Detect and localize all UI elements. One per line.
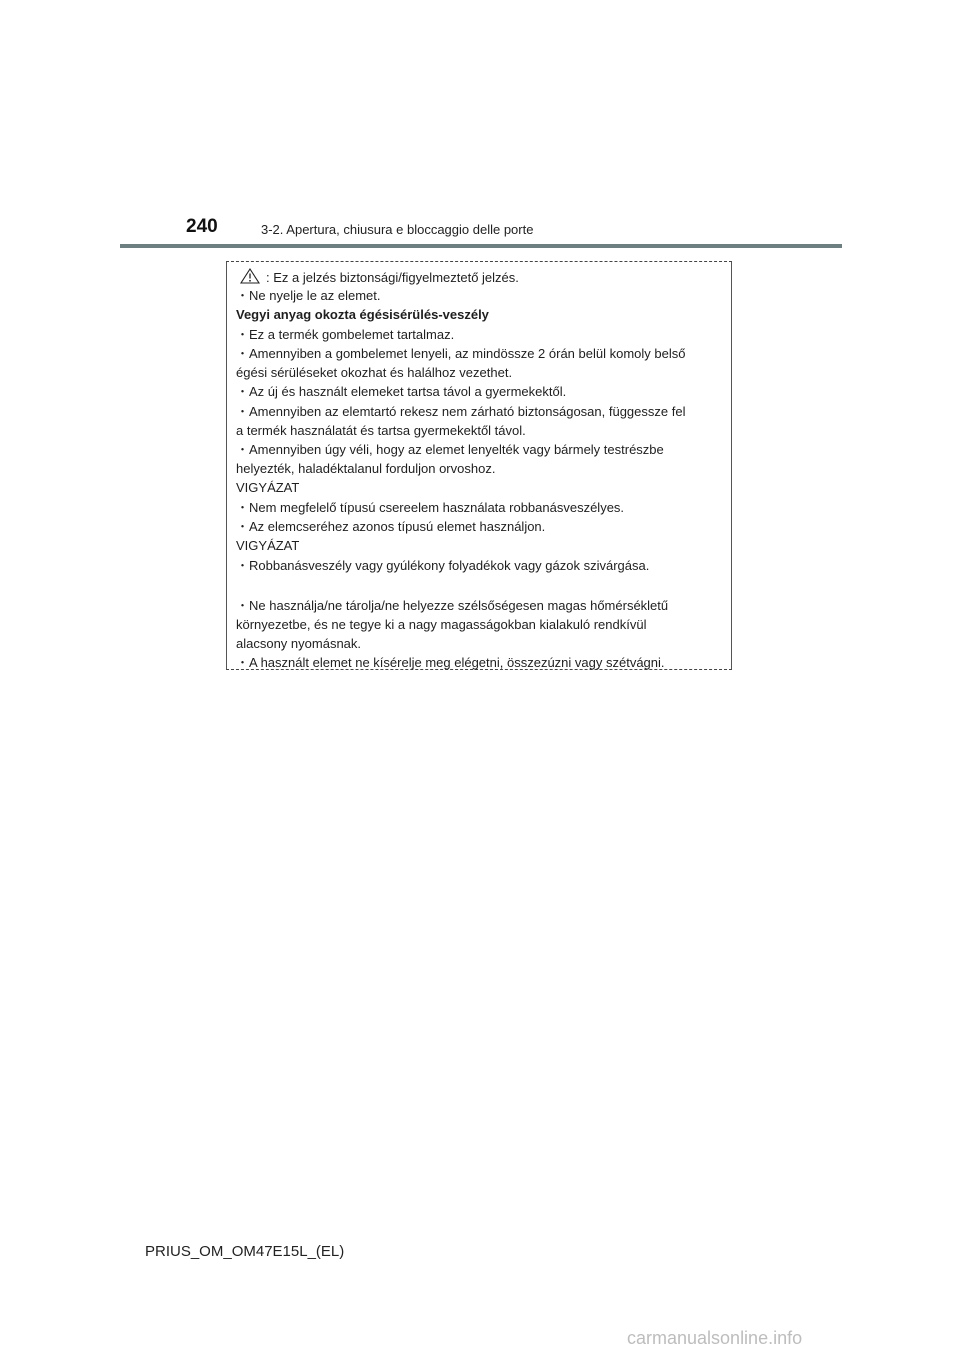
warning-line: ・Robbanásveszély vagy gyúlékony folyadékok vagy gázok szivárgása. [236, 558, 650, 573]
warning-line: ・Amennyiben az elemtartó rekesz nem zárható biztonságosan, függessze fel [236, 404, 686, 419]
warning-line: ・Amennyiben a gombelemet lenyeli, az mindössze 2 órán belül komoly belső [236, 346, 686, 361]
warning-line: ・Ne nyelje le az elemet. [236, 288, 381, 303]
warning-line: környezetbe, és ne tegye ki a nagy magasságokban kialakuló rendkívül [236, 617, 647, 632]
section-title: 3-2. Apertura, chiusura e bloccaggio delle porte [261, 222, 534, 237]
warning-line: ・Az elemcseréhez azonos típusú elemet használjon. [236, 519, 546, 534]
caution-heading: VIGYÁZAT [236, 538, 300, 553]
header-rule [120, 244, 842, 248]
warning-line: ・A használt elemet ne kísérelje meg elégetni, összezúzni vagy szétvágni. [236, 655, 665, 670]
watermark: carmanualsonline.info [627, 1328, 803, 1348]
warning-line: égési sérüléseket okozhat és halálhoz vezethet. [236, 365, 513, 380]
warning-triangle-icon [240, 268, 260, 288]
warning-line: ・Nem megfelelő típusú csereelem használata robbanásveszélyes. [236, 500, 625, 515]
caution-heading: VIGYÁZAT [236, 480, 300, 495]
warning-notice-line [236, 268, 519, 288]
warning-box [226, 261, 732, 670]
footer-doc-code: PRIUS_OM_OM47E15L_(EL) [145, 1243, 345, 1260]
warning-line: ・Ez a termék gombelemet tartalmaz. [236, 327, 455, 342]
warning-notice-text: : Ez a jelzés biztonsági/figyelmeztető jelzés. [266, 270, 519, 285]
warning-line: ・Ne használja/ne tárolja/ne helyezze szélsőségesen magas hőmérsékletű [236, 598, 669, 613]
warning-line: a termék használatát és tartsa gyermekektől távol. [236, 423, 526, 438]
page-number: 240 [186, 216, 218, 237]
warning-line: ・Az új és használt elemeket tartsa távol a gyermekektől. [236, 384, 567, 399]
warning-line: alacsony nyomásnak. [236, 636, 362, 651]
warning-line: ・Amennyiben úgy véli, hogy az elemet lenyelték vagy bármely testrészbe [236, 442, 664, 457]
warning-line: helyezték, haladéktalanul forduljon orvoshoz. [236, 461, 496, 476]
warning-heading: Vegyi anyag okozta égésisérülés-veszély [236, 307, 489, 322]
